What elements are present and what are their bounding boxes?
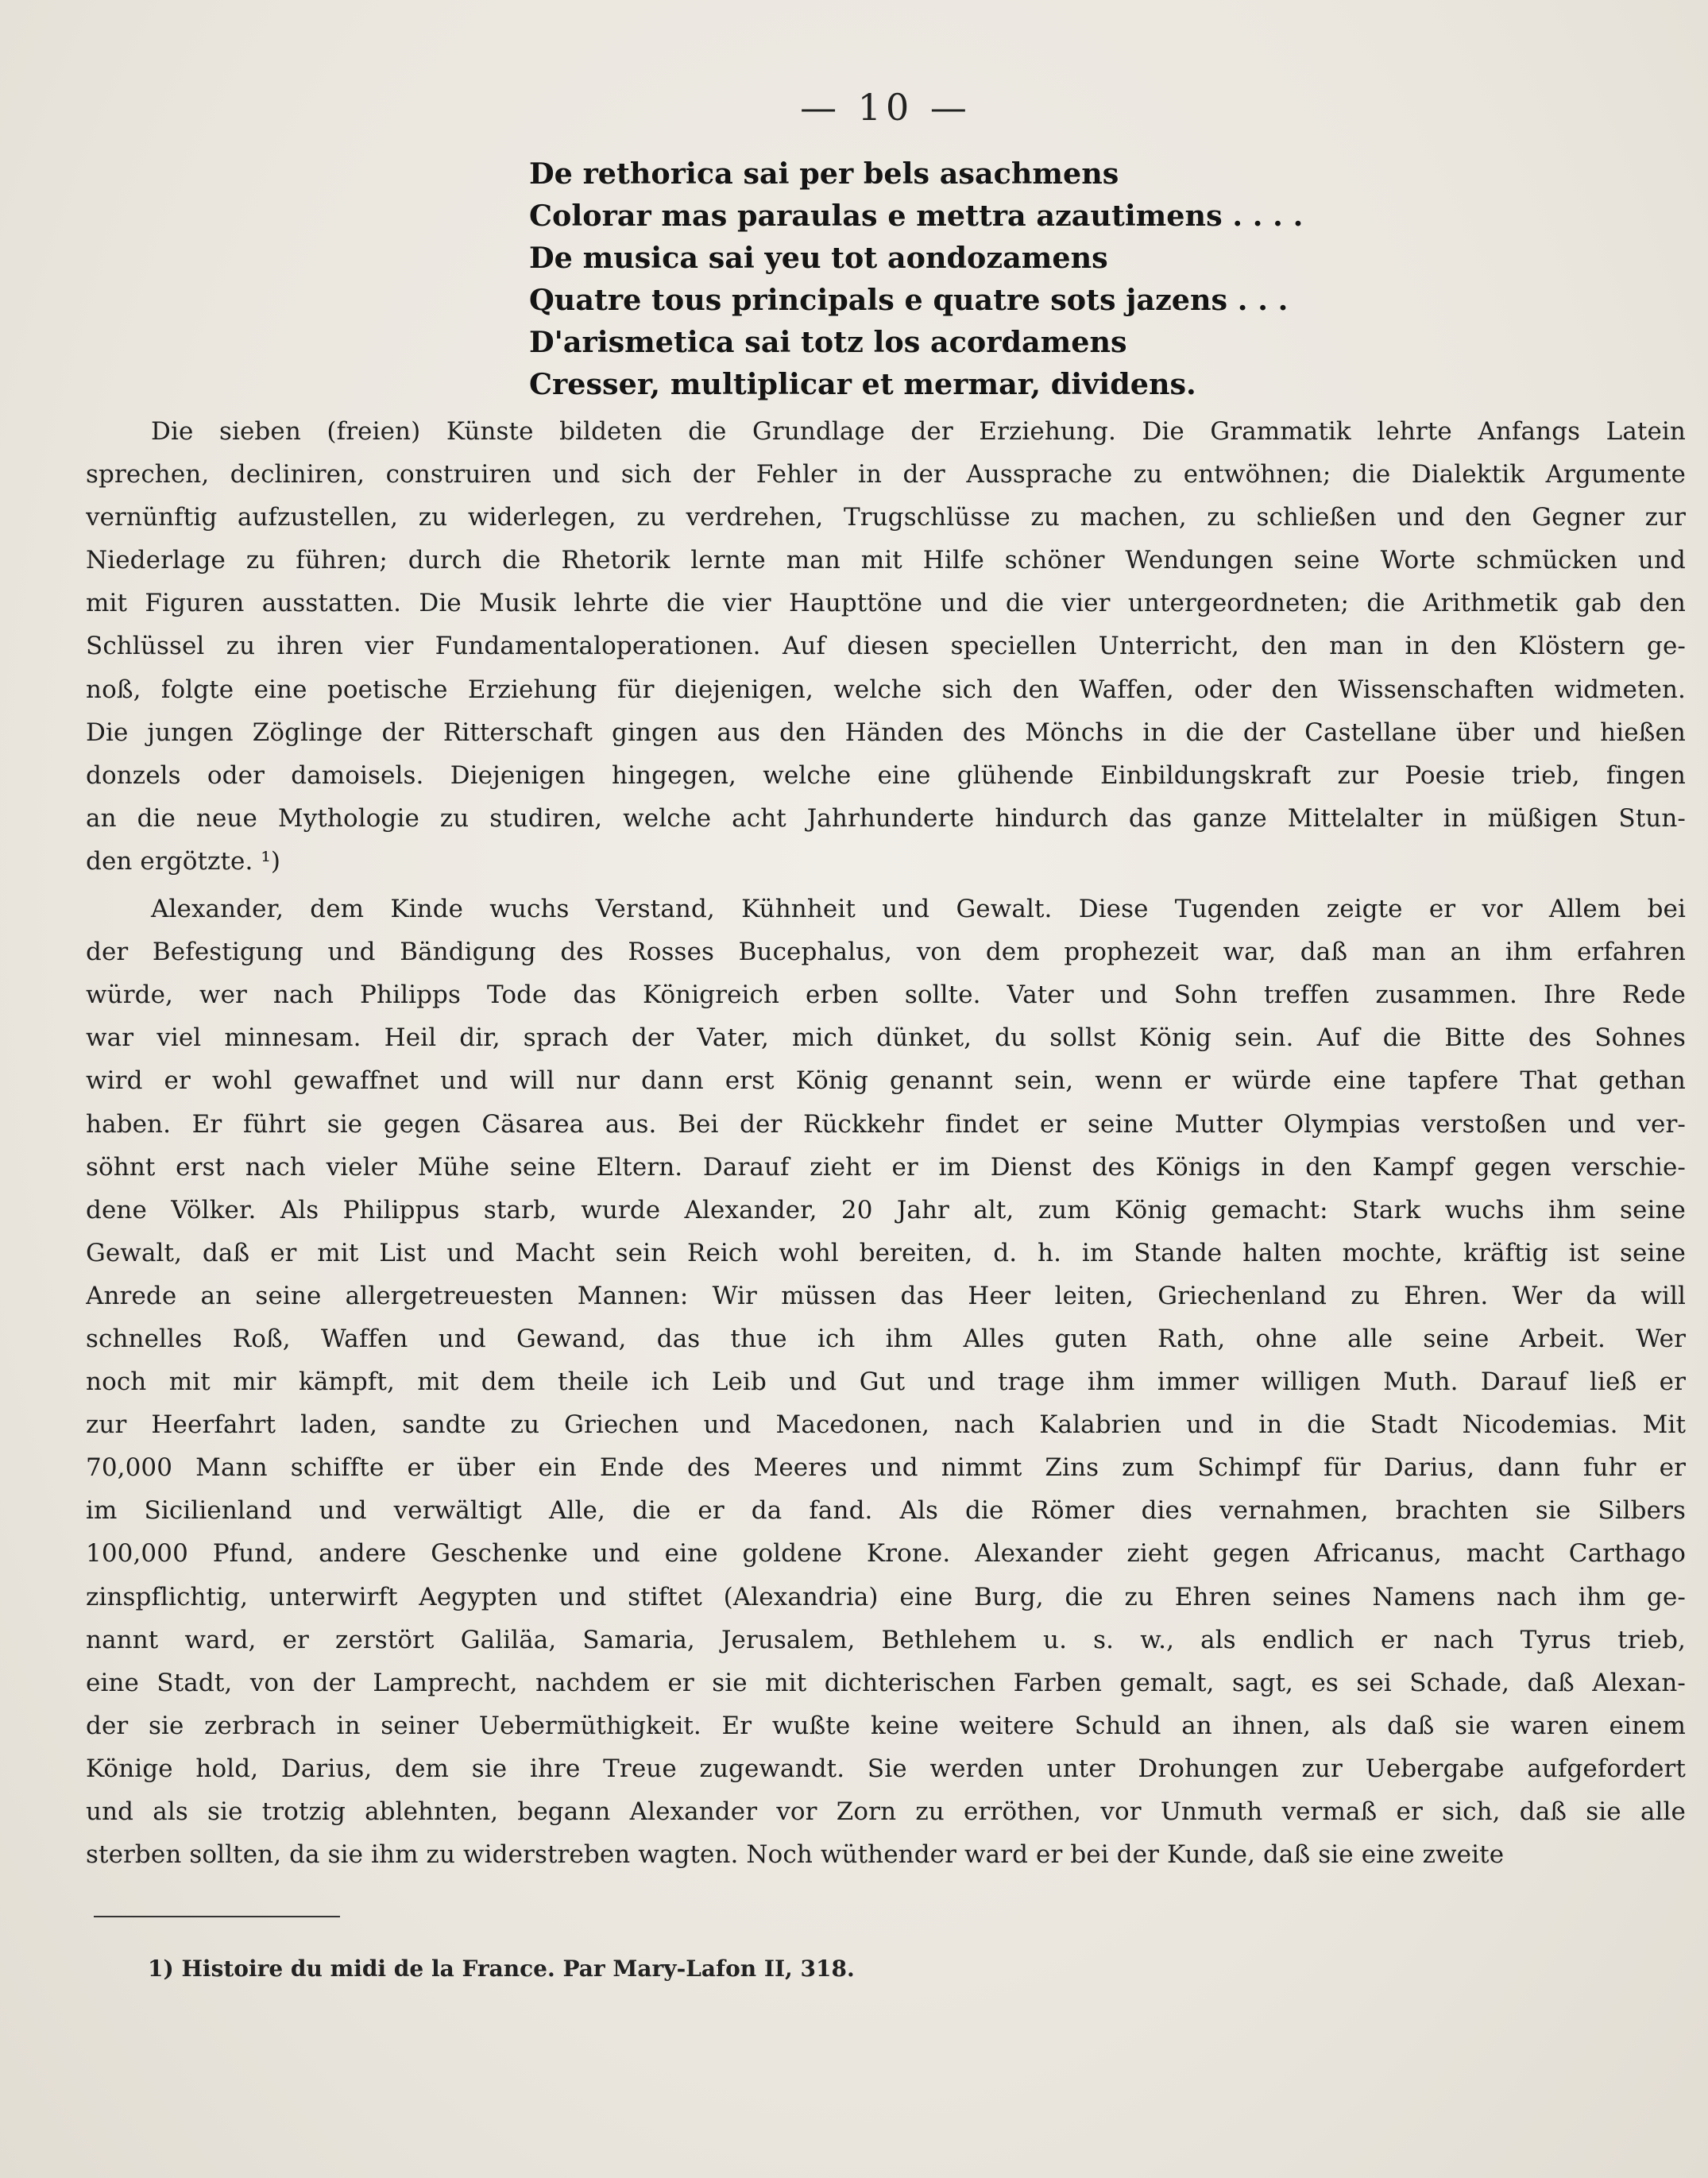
text-line: sterben sollten, da sie ihm zu widerstreben wagten. Noch wüthender ward er bei der Kunde, daß sie eine zweite xyxy=(86,1840,1505,1870)
text-line: noch mit mir kämpft, mit dem theile ich Leib und Gut und trage ihm immer willigen Muth. Darauf ließ er xyxy=(86,1368,1686,1397)
text-line: eine Stadt, von der Lamprecht, nachdem er sie mit dichterischen Farben gemalt, sagt, es sei Schade, daß Alexan- xyxy=(86,1668,1686,1697)
text-line: zinspflichtig, unterwirft Aegypten und stiftet (Alexandria) eine Burg, die zu Ehren seines Namens nach ihm ge- xyxy=(86,1582,1686,1611)
verse-line: Quatre tous principals e quatre sots jazens . . . xyxy=(529,283,1289,317)
text-line: Könige hold, Darius, dem sie ihre Treue zugewandt. Sie werden unter Drohungen zur Uebergabe aufgefordert xyxy=(86,1754,1686,1783)
verse-line: Cresser, multiplicar et mermar, dividens. xyxy=(529,367,1196,401)
text-line: Niederlage zu führen; durch die Rhetorik lernte man mit Hilfe schöner Wendungen seine Worte schmücken und xyxy=(86,546,1686,575)
text-line: der sie zerbrach in seiner Uebermüthigkeit. Er wußte keine weitere Schuld an ihnen, als daß sie waren einem xyxy=(86,1711,1686,1740)
text-line: 70,000 Mann schiffte er über ein Ende des Meeres und nimmt Zins zum Schimpf für Darius, dann fuhr er xyxy=(86,1453,1686,1483)
text-line: donzels oder damoisels. Diejenigen hingegen, welche eine glühende Einbildungskraft zur Poesie trieb, fingen xyxy=(86,760,1686,790)
text-line: haben. Er führt sie gegen Cäsarea aus. Bei der Rückkehr findet er seine Mutter Olympias verstoßen und ver- xyxy=(86,1109,1686,1139)
footnote-divider xyxy=(94,1916,340,1917)
paragraph-liberal-arts xyxy=(86,410,1686,883)
page-number: — 10 — xyxy=(800,86,972,129)
text-line: mit Figuren ausstatten. Die Musik lehrte die vier Haupttöne und die vier untergeordneten; die Arithmetik gab den xyxy=(86,589,1686,618)
text-line: im Sicilienland und verwältigt Alle, die er da fand. Als die Römer dies vernahmen, brachten sie Silbers xyxy=(86,1496,1686,1526)
text-line: dene Völker. Als Philippus starb, wurde Alexander, 20 Jahr alt, zum König gemacht: Stark wuchs ihm seine xyxy=(86,1195,1686,1224)
verse-line: Colorar mas paraulas e mettra azautimens . . . . xyxy=(529,199,1304,233)
text-line: Gewalt, daß er mit List und Macht sein Reich wohl bereiten, d. h. im Stande halten mochte, kräftig ist seine xyxy=(86,1238,1686,1267)
text-line: schnelles Roß, Waffen und Gewand, das thue ich ihm Alles guten Rath, ohne alle seine Arbeit. Wer xyxy=(86,1324,1686,1353)
verse-line: De musica sai yeu tot aondozamens xyxy=(529,241,1108,275)
text-line: würde, wer nach Philipps Tode das Königreich erben sollte. Vater und Sohn treffen zusammen. Ihre Rede xyxy=(86,981,1686,1010)
footnote: 1) Histoire du midi de la France. Par Mary-Lafon II, 318. xyxy=(148,1956,855,1983)
text-line: zur Heerfahrt laden, sandte zu Griechen und Macedonen, nach Kalabrien und in die Stadt Nicodemias. Mit xyxy=(86,1410,1686,1440)
text-line: nannt ward, er zerstört Galiläa, Samaria, Jerusalem, Bethlehem u. s. w., als endlich er nach Tyrus trieb, xyxy=(86,1625,1686,1654)
text-line: wird er wohl gewaffnet und will nur dann erst König genannt sein, wenn er würde eine tapfere That gethan xyxy=(86,1066,1686,1096)
text-line: noß, folgte eine poetische Erziehung für diejenigen, welche sich den Waffen, oder den Wissenschaften widmeten. xyxy=(86,675,1686,704)
text-line: Die jungen Zöglinge der Ritterschaft gingen aus den Händen des Mönchs in die der Castellane über und hießen xyxy=(86,718,1686,747)
text-line: der Befestigung und Bändigung des Rosses Bucephalus, von dem prophezeit war, daß man an ihm erfahren xyxy=(86,938,1686,967)
text-line: Schlüssel zu ihren vier Fundamentaloperationen. Auf diesen speciellen Unterricht, den man in den Klöstern ge- xyxy=(86,632,1686,661)
text-line: den ergötzte. ¹) xyxy=(86,846,281,876)
text-line: Die sieben (freien) Künste bildeten die Grundlage der Erziehung. Die Grammatik lehrte Anfangs Latein xyxy=(151,417,1686,446)
verse-block xyxy=(529,153,1686,405)
verse-line: D'arismetica sai totz los acordamens xyxy=(529,325,1127,359)
text-line: und als sie trotzig ablehnten, begann Alexander vor Zorn zu erröthen, vor Unmuth vermaß er sich, daß sie alle xyxy=(86,1797,1686,1826)
paragraph-alexander xyxy=(86,888,1686,1876)
text-line: sprechen, decliniren, construiren und sich der Fehler in der Aussprache zu entwöhnen; die Dialektik Argumente xyxy=(86,460,1686,489)
text-line: vernünftig aufzustellen, zu widerlegen, zu verdrehen, Trugschlüsse zu machen, zu schließen und den Gegner zur xyxy=(86,503,1686,532)
text-line: 100,000 Pfund, andere Geschenke und eine goldene Krone. Alexander zieht gegen Africanus, macht Carthago xyxy=(86,1539,1686,1569)
verse-line: De rethorica sai per bels asachmens xyxy=(529,157,1119,191)
text-line: an die neue Mythologie zu studiren, welche acht Jahrhunderte hindurch das ganze Mittelalter in müßigen Stun- xyxy=(86,803,1686,833)
text-line: Alexander, dem Kinde wuchs Verstand, Kühnheit und Gewalt. Diese Tugenden zeigte er vor Allem bei xyxy=(151,895,1686,924)
text-line: war viel minnesam. Heil dir, sprach der Vater, mich dünket, du sollst König sein. Auf die Bitte des Sohnes xyxy=(86,1023,1686,1053)
text-line: Anrede an seine allergetreuesten Mannen: Wir müssen das Heer leiten, Griechenland zu Ehren. Wer da will xyxy=(86,1281,1686,1310)
text-line: söhnt erst nach vieler Mühe seine Eltern. Darauf zieht er im Dienst des Königs in den Kampf gegen verschie- xyxy=(86,1152,1686,1182)
